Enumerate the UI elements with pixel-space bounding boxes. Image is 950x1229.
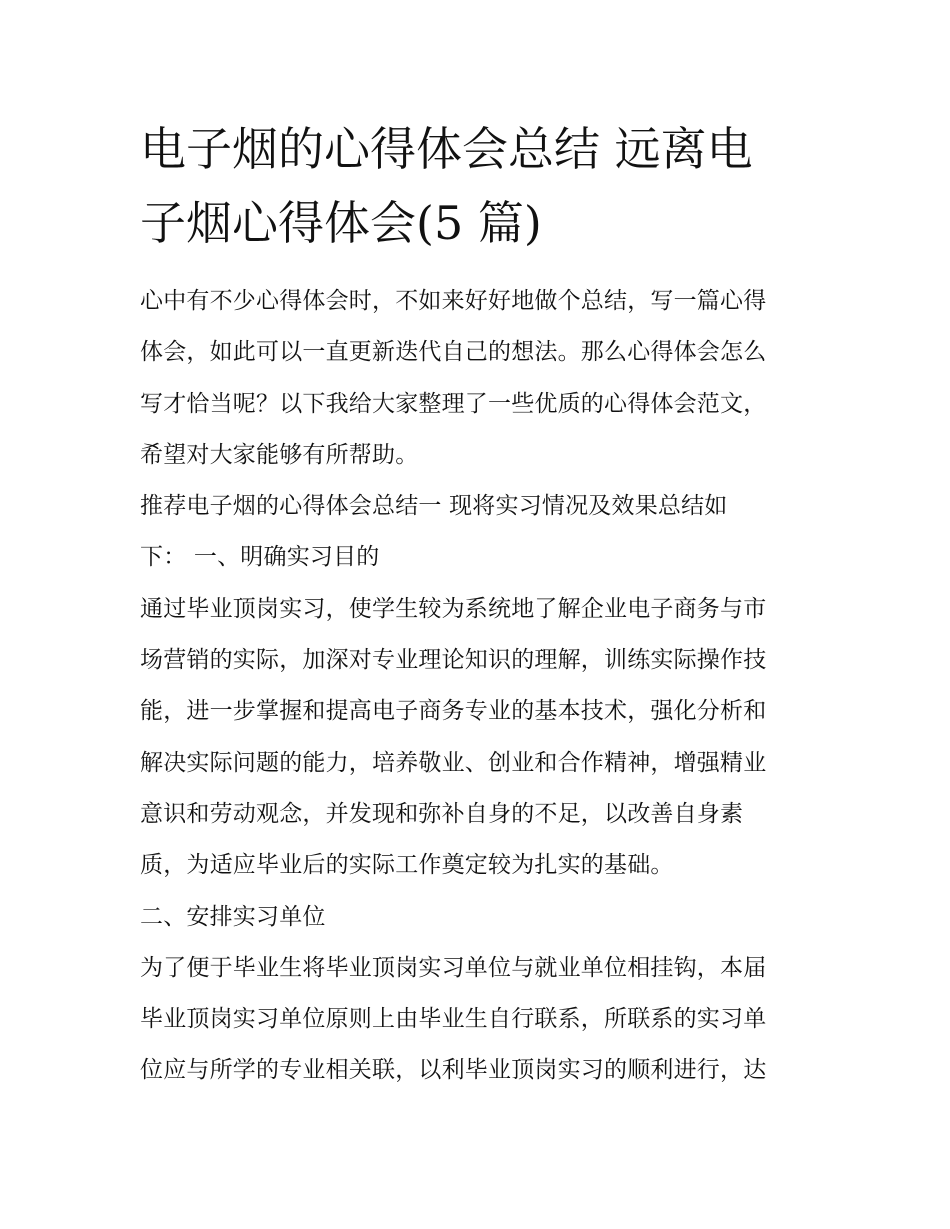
- section-heading: 二、安排实习单位: [140, 903, 326, 930]
- body-line: 能，进一步掌握和提高电子商务专业的基本技术，强化分析和: [140, 698, 767, 725]
- body-line: 体会，如此可以一直更新迭代自己的想法。那么心得体会怎么: [140, 339, 767, 366]
- body-line: 质，为适应毕业后的实际工作奠定较为扎实的基础。: [140, 852, 674, 879]
- document-body: [140, 276, 830, 1097]
- body-line: 位应与所学的专业相关联，以利毕业顶岗实习的顺利进行，达: [140, 1057, 767, 1084]
- body-line: 意识和劳动观念，并发现和弥补自身的不足，以改善自身素: [140, 800, 744, 827]
- body-line: 为了便于毕业生将毕业顶岗实习单位与就业单位相挂钩，本届: [140, 954, 767, 981]
- body-line: 解决实际问题的能力，培养敬业、创业和合作精神，增强精业: [140, 749, 767, 776]
- body-line: 心中有不少心得体会时，不如来好好地做个总结，写一篇心得: [140, 288, 767, 314]
- body-line: 下： 一、明确实习目的: [140, 544, 380, 571]
- body-line: 毕业顶岗实习单位原则上由毕业生自行联系，所联系的实习单: [140, 1006, 767, 1033]
- body-line: 写才恰当呢？以下我给大家整理了一些优质的心得体会范文，: [140, 390, 767, 417]
- document-title: [140, 112, 820, 260]
- body-line: 希望对大家能够有所帮助。: [140, 441, 419, 468]
- body-line: 推荐电子烟的心得体会总结一 现将实习情况及效果总结如: [140, 493, 728, 520]
- body-line: 场营销的实际，加深对专业理论知识的理解，训练实际操作技: [140, 647, 767, 674]
- title-line: 子烟心得体会(5 篇): [140, 196, 542, 250]
- title-line: 电子烟的心得体会总结 远离电: [140, 122, 753, 176]
- body-line: 通过毕业顶岗实习，使学生较为系统地了解企业电子商务与市: [140, 595, 767, 622]
